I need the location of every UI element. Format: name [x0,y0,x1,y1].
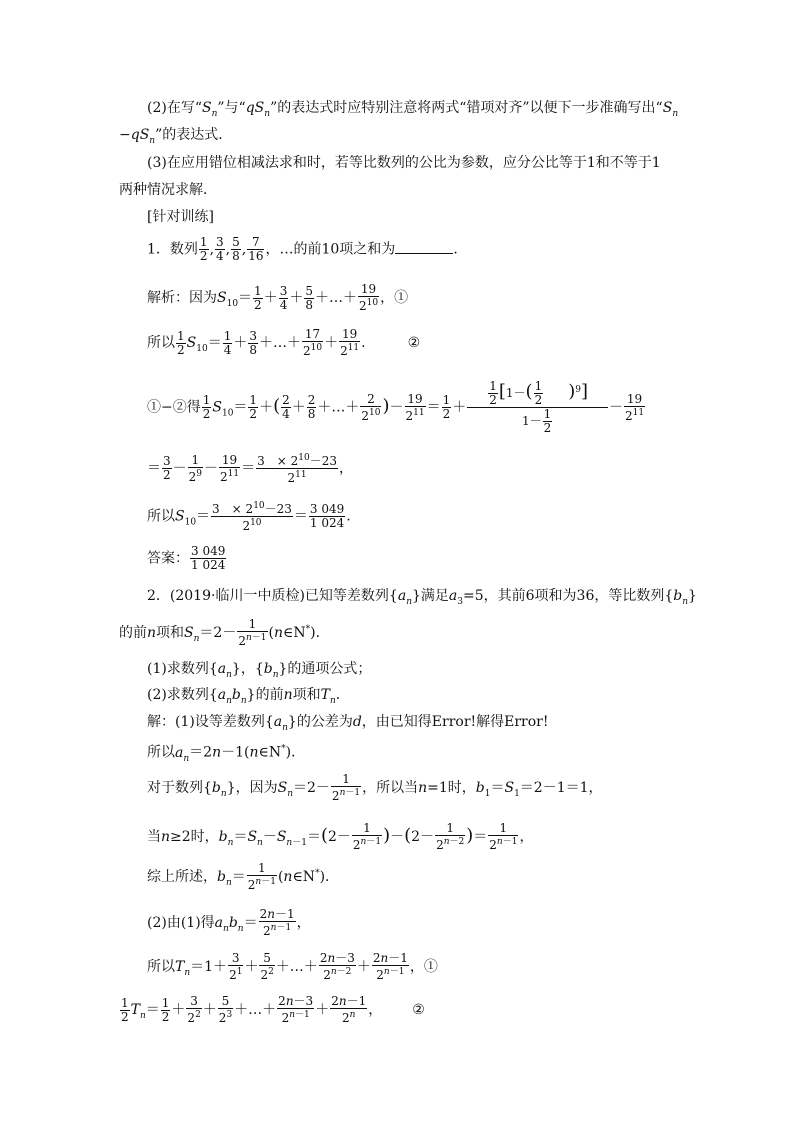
problem2-question1: (1)求数列$\{a_n\}$，$\{b_n\}$的通项公式； [147,661,372,680]
problem1-solution-line2: 所以 $\frac{1}{2}$ $S_{10}=$ $\frac{1}{4}$ ＋ $\frac{3}{8}$ ＋…＋ $\frac{17}{2^{10}}$ ＋ $\frac{19}{2^{11}}$ . ② [147,327,421,358]
problem1-solution-line3: ①−②得 $\frac{1}{2}$ $S_{10}=$ $\frac{1}{2}$ ＋( $\frac{2}{4}$ ＋ $\frac{2}{8}$ ＋…＋ $\frac{2}{2^{10}}$ )－ $\frac{19}{2^{11}}$ ＝ $\frac{1}{2}$ ＋ $\frac{1}{2}$ [1－( $\frac{1}{2}$ )$^9$] 1－ $\frac{1}{2}$ － $\frac{19}{2^{11}}$ [147,379,645,435]
problem1-solution-line4: ＝ $\frac{3}{2}$ － $\frac{1}{2^9}$ － $\frac{19}{2^{11}}$ ＝ $\frac{3 \times 2^{10}-23}{2^{11}}$ ， [147,452,353,485]
note-2-line1: (2)在写“$S_n$”与“$qS_n$”的表达式时应特别注意将两式“错项对齐”以便下一步准确写出“$S_n$ [147,100,679,119]
problem2-question2: (2)求数列$\{a_nb_n\}$的前n项和$T_n$. [147,687,341,706]
note-2-line2: $-qS_n$”的表达式． [119,127,233,146]
note-3-line1: (3)在应用错位相减法求和时，若等比数列的公比为参数，应分公比等于1和不等于1 [147,155,661,171]
problem2-stem-line1: 2．(2019·临川一中质检)已知等差数列$\{a_n\}$满足$a_3=5$，其前6项和为36，等比数列$\{b_n\}$ [147,588,697,607]
problem2-bn-line2: 当n≥2时，$b_n=S_n-S_{n-1}=(2-$ $\frac{1}{2^{n-1}}$ )－(2－ $\frac{1}{2^{n-2}}$ )＝ $\frac{1}{2^{n-1}}$ ， [147,821,534,852]
problem2-an: 所以$a_n=2n-1(n\in N^*)$． [147,744,306,764]
problem2-solution-line1: 解：(1)设等差数列$\{a_n\}$的公差为d，由已知得Error!解得Error! [147,714,549,733]
problem1-answer: 答案： $\frac{3 049}{1 024}$ [147,544,226,572]
problem2-tn-line2: $\frac{1}{2}$ $T_n=$ $\frac{1}{2}$ ＋ $\frac{3}{2^2}$ ＋ $\frac{5}{2^3}$ ＋…＋ $\frac{2n-3}{2^{n-1}}$ ＋ $\frac{2n-1}{2^n}$ ， ② [121,994,425,1025]
problem2-stem-line2: 的前n项和$S_n=2-$ $\frac{1}{2^{n-1}}$ (n∈N*)． [119,617,330,648]
problem2-bn-line1: 对于数列$\{b_n\}$，因为$S_n=2-$ $\frac{1}{2^{n-1}}$ ，所以当n=1时，$b_1=S_1=2-1=1$， [147,772,603,803]
problem1-solution-line5: 所以$S_{10}=$ $\frac{3 \times 2^{10}-23}{2^{10}}$ ＝ $\frac{3 049}{1 024}$ . [147,501,351,533]
fraction: $\frac{1}{2}$ [199,235,208,263]
section-title: [针对训练] [147,209,214,225]
problem2-summary: 综上所述，$b_n=$ $\frac{1}{2^{n-1}}$ (n∈N*)． [147,861,340,892]
note-3-line2: 两种情况求解． [119,182,217,198]
problem2-tn-line1: 所以$T_n=1+$ $\frac{3}{2^1}$ ＋ $\frac{5}{2^2}$ ＋…＋ $\frac{2n-3}{2^{n-2}}$ ＋ $\frac{2n-1}{2^{n-1}}$ ，① [147,951,438,982]
problem1-stem: 1．数列 $\frac{1}{2}$ , $\frac{3}{4}$ , $\frac{5}{8}$ , $\frac{7}{16}$ ，…的前10项之和为 ． [147,235,468,263]
problem2-part2: (2)由(1)得$a_nb_n=$ $\frac{2n-1}{2^{n-1}}$ ， [147,907,311,938]
answer-blank [395,241,453,254]
problem1-solution-line1: 解析：因为$S_{10}=$ $\frac{1}{2}$ ＋ $\frac{3}{4}$ ＋ $\frac{5}{8}$ ＋…＋ $\frac{19}{2^{10}}$ ，① [147,282,409,313]
